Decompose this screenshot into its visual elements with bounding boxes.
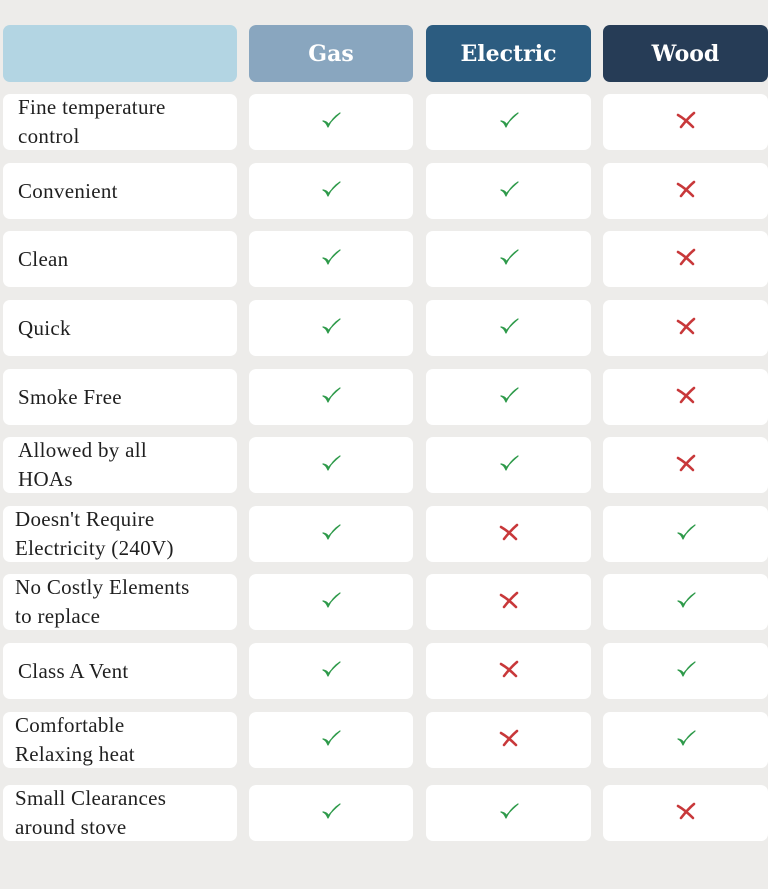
row-label xyxy=(18,433,238,497)
row-label xyxy=(18,296,238,360)
check-icon xyxy=(496,801,522,821)
row-label-line: Convenient xyxy=(18,178,118,203)
header-blank-cell xyxy=(3,25,237,82)
row-label-line: No Costly Elements xyxy=(15,575,190,599)
header-electric: Electric xyxy=(426,25,591,82)
check-icon xyxy=(496,247,522,267)
check-icon xyxy=(318,316,344,336)
row-label-line: Relaxing heat xyxy=(15,742,135,766)
header-wood: Wood xyxy=(603,25,768,82)
check-icon xyxy=(318,110,344,130)
check-icon xyxy=(496,179,522,199)
row-label xyxy=(15,502,235,566)
check-icon xyxy=(673,590,699,610)
check-icon xyxy=(318,659,344,679)
header-gas: Gas xyxy=(249,25,413,82)
row-label xyxy=(18,159,238,223)
check-icon xyxy=(673,522,699,542)
row-label-line: Quick xyxy=(18,315,71,340)
row-label-line: around stove xyxy=(15,815,127,839)
cross-icon xyxy=(673,247,699,267)
row-label xyxy=(15,781,235,845)
row-label-line: Smoke Free xyxy=(18,384,122,409)
cross-icon xyxy=(673,801,699,821)
row-label-line: HOAs xyxy=(18,467,73,491)
row-label-line: Electricity (240V) xyxy=(15,536,174,560)
cross-icon xyxy=(496,522,522,542)
row-label-line: Class A Vent xyxy=(18,658,129,683)
cross-icon xyxy=(673,179,699,199)
check-icon xyxy=(496,110,522,130)
check-icon xyxy=(318,179,344,199)
cross-icon xyxy=(673,385,699,405)
cross-icon xyxy=(496,728,522,748)
check-icon xyxy=(318,801,344,821)
cross-icon xyxy=(673,453,699,473)
check-icon xyxy=(673,728,699,748)
row-label-line: Allowed by all xyxy=(18,438,148,462)
check-icon xyxy=(496,316,522,336)
check-icon xyxy=(318,522,344,542)
check-icon xyxy=(318,247,344,267)
row-label xyxy=(18,227,238,291)
row-label xyxy=(18,365,238,429)
check-icon xyxy=(318,590,344,610)
row-label-line: Clean xyxy=(18,246,69,271)
row-label-line: to replace xyxy=(15,604,101,628)
row-label xyxy=(18,90,238,154)
row-label xyxy=(15,708,235,772)
cross-icon xyxy=(673,110,699,130)
check-icon xyxy=(318,728,344,748)
row-label-line: control xyxy=(18,124,80,148)
row-label-line: Small Clearances xyxy=(15,786,167,810)
cross-icon xyxy=(496,590,522,610)
check-icon xyxy=(496,453,522,473)
row-label-line: Doesn't Require xyxy=(15,507,155,531)
cross-icon xyxy=(673,316,699,336)
cross-icon xyxy=(496,659,522,679)
check-icon xyxy=(673,659,699,679)
check-icon xyxy=(496,385,522,405)
row-label xyxy=(15,570,235,634)
row-label-line: Fine temperature xyxy=(18,95,166,119)
row-label xyxy=(18,639,238,703)
row-label-line: Comfortable xyxy=(15,713,125,737)
check-icon xyxy=(318,453,344,473)
check-icon xyxy=(318,385,344,405)
